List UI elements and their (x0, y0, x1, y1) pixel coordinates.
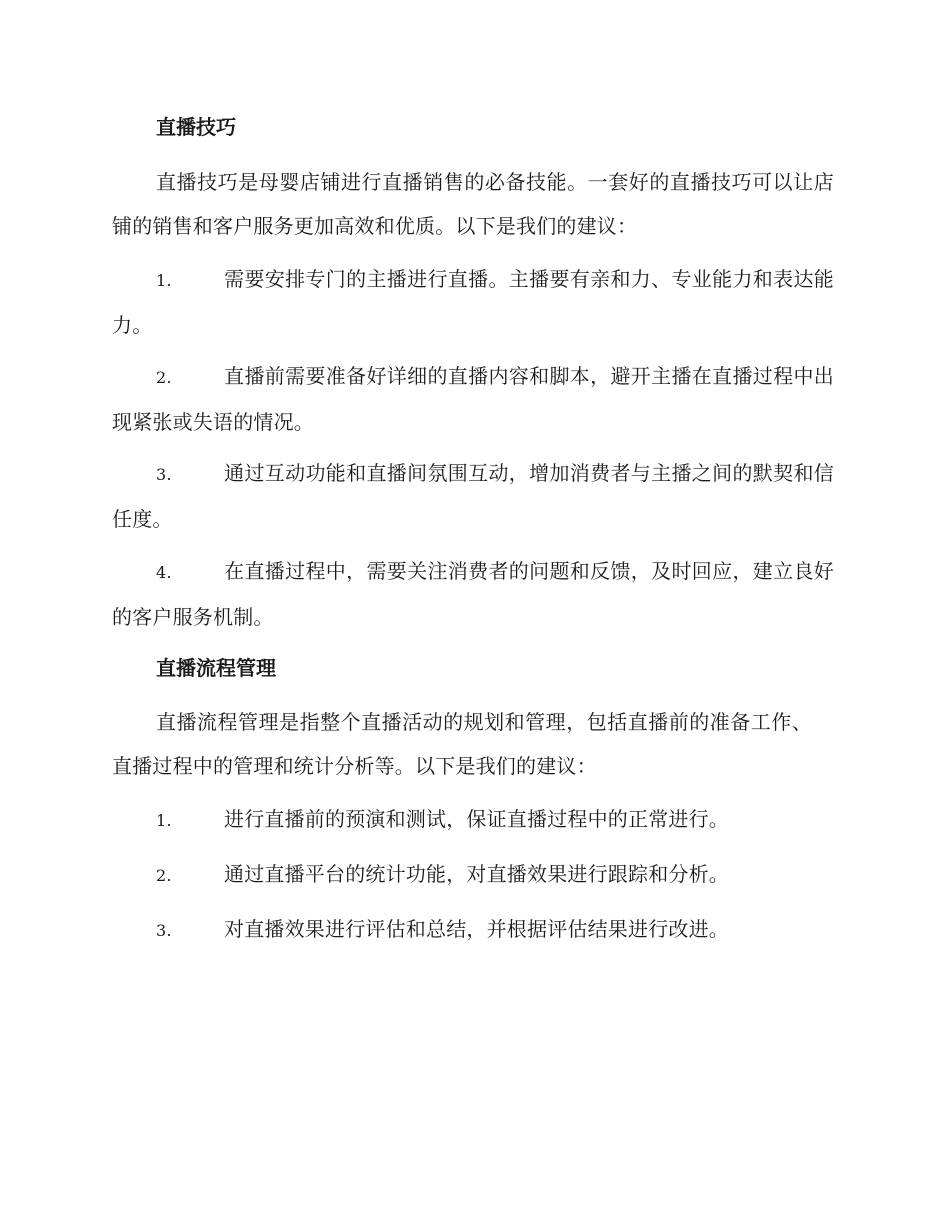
list-number: 3. (156, 465, 172, 484)
section-intro-live-skills: 直播技巧是母婴店铺进行直播销售的必备技能。一套好的直播技巧可以让店铺的销售和客户服务更加高效和优质。以下是我们的建议： (112, 170, 834, 238)
section-heading-process-management: 直播流程管理 (156, 656, 276, 680)
list-number: 2. (156, 368, 172, 387)
list-number: 4. (156, 563, 172, 582)
list-item-text: 需要安排专门的主播进行直播。主播要有亲和力、专业能力和表达能力。 (112, 267, 834, 337)
list-item-text: 对直播效果进行评估和总结，并根据评估结果进行改进。 (224, 917, 729, 941)
list-item (112, 549, 834, 639)
list-item (112, 257, 834, 347)
list-item (112, 354, 834, 444)
list-item-text: 进行直播前的预演和测试，保证直播过程中的正常进行。 (224, 807, 729, 831)
list-item-text: 在直播过程中，需要关注消费者的问题和反馈，及时回应，建立良好的客户服务机制。 (112, 559, 834, 629)
list-number: 2. (156, 866, 172, 885)
list-number: 3. (156, 921, 172, 940)
list-item-text: 直播前需要准备好详细的直播内容和脚本，避开主播在直播过程中出现紧张或失语的情况。 (112, 364, 834, 434)
list-item (112, 907, 834, 953)
list-number: 1. (156, 811, 172, 830)
section-intro-process-management: 直播流程管理是指整个直播活动的规划和管理，包括直播前的准备工作、直播过程中的管理和统计分析等。以下是我们的建议： (112, 710, 812, 778)
list-number: 1. (156, 271, 172, 290)
list-item (112, 852, 834, 898)
list-item (112, 451, 834, 541)
section-heading-live-skills: 直播技巧 (156, 115, 236, 139)
list-item-text: 通过直播平台的统计功能，对直播效果进行跟踪和分析。 (224, 862, 729, 886)
list-item (112, 797, 834, 843)
list-item-text: 通过互动功能和直播间氛围互动，增加消费者与主播之间的默契和信任度。 (112, 461, 834, 531)
